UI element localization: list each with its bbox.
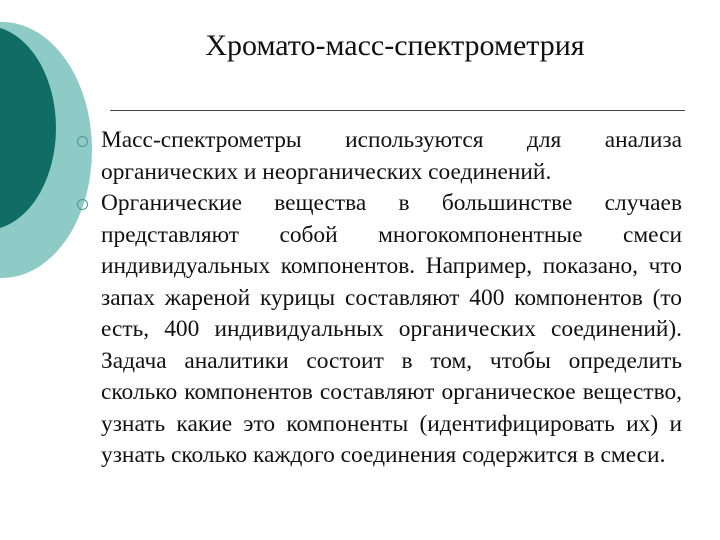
slide-title: Хромато-масс-спектрометрия	[205, 29, 585, 62]
bullet-list	[75, 125, 682, 472]
title-divider	[110, 110, 685, 111]
circle-bullet-icon	[77, 199, 88, 210]
bullet-text: Масс-спектрометры используются для анализа органических и неорганических соединений.	[101, 127, 682, 185]
bullet-item	[75, 125, 682, 188]
bullet-item	[75, 188, 682, 472]
circle-bullet-icon	[77, 136, 88, 147]
bullet-text: Органические вещества в большинстве случаев представляют собой многокомпонентные смеси индивидуальных компонентов. Например, показано, что запах жареной курицы составляют 400 компонентов (то есть, 400 индивидуальных органических соединений). Задача аналитики состоит в том, чтобы определить сколько компонентов составляют органическое вещество, узнать какие это компоненты (идентифицировать их) и узнать сколько каждого соединения содержится в смеси.	[101, 190, 682, 468]
